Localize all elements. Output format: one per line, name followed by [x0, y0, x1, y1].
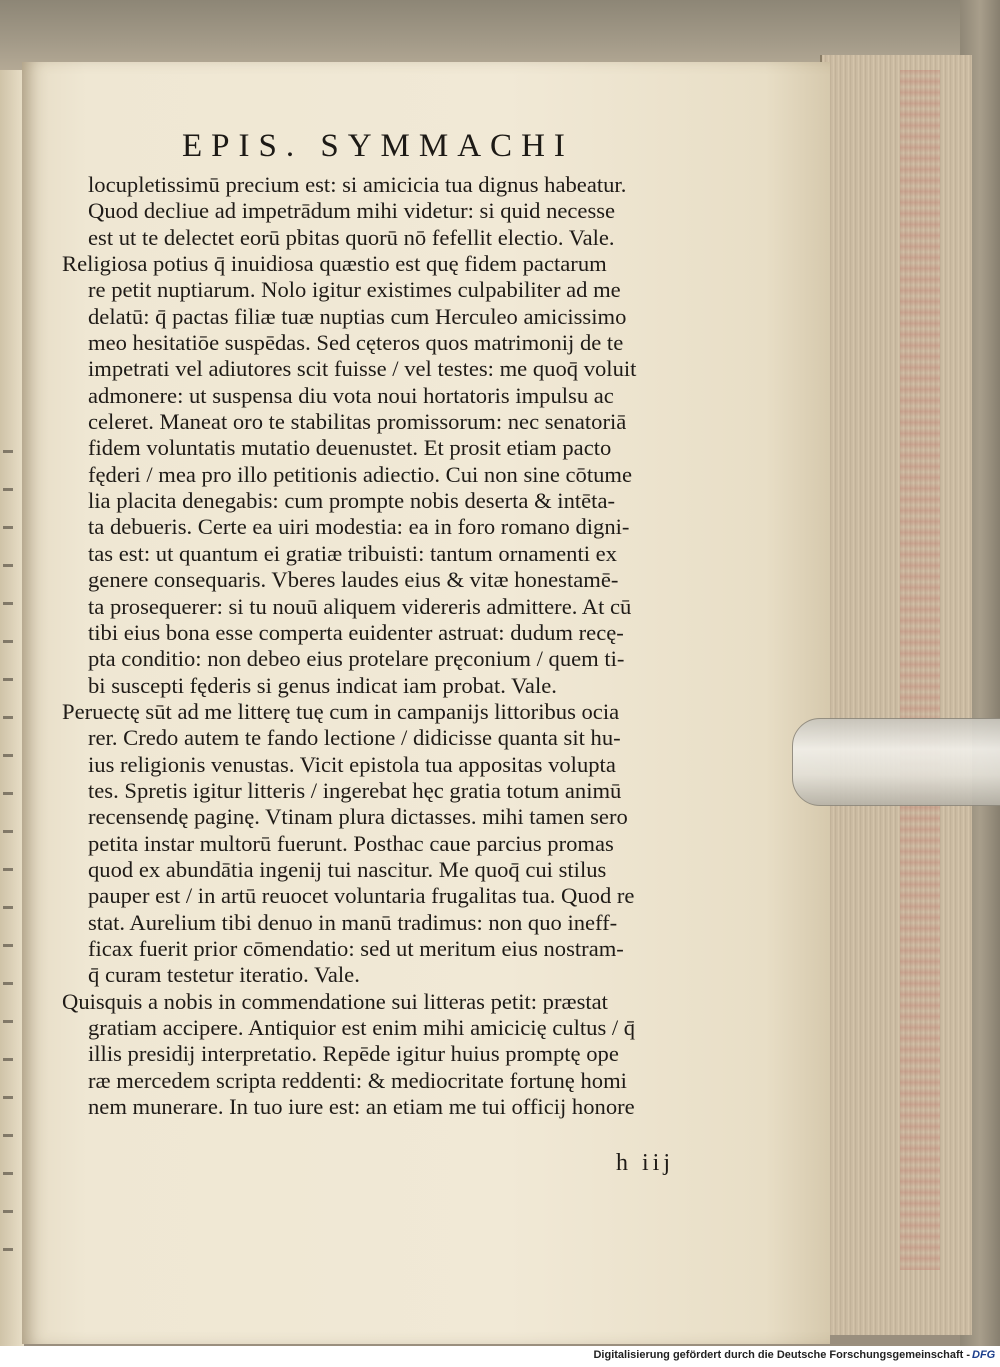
- red-edge-stain: [900, 70, 940, 1270]
- text-line: Quisquis a nobis in commendatione sui litteras petit: præstat: [62, 988, 608, 1014]
- text-line: nem munerare. In tuo iure est: an etiam me tui officij honore: [88, 1094, 635, 1120]
- text-line: pauper est / in artū reuocet voluntaria frugalitas tua. Quod re: [88, 883, 635, 909]
- text-line: delatū: q̄ pactas filiæ tuæ nuptias cum Herculeo amicissimo: [88, 303, 627, 329]
- text-line: celeret. Maneat oro te stabilitas promissorum: nec senatoriā: [88, 409, 627, 435]
- signature-mark: h iij: [616, 1150, 675, 1176]
- text-line: meo hesitatiōe suspēdas. Sed cęteros quos matrimonij de te: [88, 330, 624, 356]
- text-line: ficax fuerit prior cōmendatio: sed ut meritum eius nostram-: [88, 935, 624, 961]
- text-line: pta conditio: non debeo eius protelare pręconium / quem ti-: [88, 646, 625, 672]
- text-line: Quod decliue ad impetrādum mihi videtur: si quid necesse: [88, 198, 616, 224]
- text-line: quod ex abundātia ingenij tui nascitur. Me quoq̄ cui stilus: [88, 856, 607, 882]
- text-line: bi suscepti fęderis si genus indicat iam probat. Vale.: [88, 672, 557, 698]
- dfg-logo: DFG: [972, 1349, 996, 1361]
- page-text: [62, 172, 722, 1120]
- text-line: ræ mercedem scripta reddenti: & mediocritate fortunę homi: [88, 1067, 627, 1093]
- text-line: est ut te delectet eorū pbitas quorū nō fefellit electio. Vale.: [88, 224, 615, 250]
- text-line: rer. Credo autem te fando lectione / didicisse quanta sit hu-: [88, 725, 621, 751]
- text-line: locupletissimū precium est: si amicicia tua dignus habeatur.: [88, 172, 627, 197]
- running-head: EPIS. SYMMACHI: [182, 128, 574, 164]
- text-line: Peruectę sūt ad me litterę tuę cum in campanijs littoribus ocia: [62, 698, 620, 724]
- text-line: re petit nuptiarum. Nolo igitur existimes culpabiliter ad me: [88, 277, 621, 303]
- text-line: fęderi / mea pro illo petitionis adiectio. Cui non sine cōtume: [88, 461, 633, 487]
- text-line: ta debueris. Certe ea uiri modestia: ea in foro romano digni-: [88, 514, 630, 540]
- text-line: petita instar multorū fuerunt. Posthac caue parcius promas: [88, 830, 614, 856]
- text-line: illis presidij interpretatio. Repēde igitur huius promptę ope: [88, 1041, 619, 1067]
- text-line: genere consequaris. Vberes laudes eius & vitæ honestamē-: [88, 567, 619, 593]
- funding-credit: Digitalisierung gefördert durch die Deutsche Forschungsgemeinschaft -: [593, 1349, 970, 1361]
- facing-page-text-fragments: [3, 450, 13, 1270]
- text-line: Religiosa potius q̄ inuidiosa quæstio est quę fidem pactarum: [62, 251, 607, 277]
- text-line: fidem voluntatis mutatio deuenustet. Et prosit etiam pacto: [88, 435, 612, 461]
- text-line: tibi eius bona esse comperta euidenter astruat: dudum recę-: [88, 619, 624, 645]
- text-line: recensendę paginę. Vtinam plura dictasses. mihi tamen sero: [88, 804, 628, 830]
- page-edges: [820, 55, 972, 1335]
- text-line: lia placita denegabis: cum prompte nobis deserta & intēta-: [88, 488, 616, 514]
- text-line: gratiam accipere. Antiquior est enim mihi amicicię cultus / q̄: [88, 1015, 636, 1040]
- text-line: ta prosequerer: si tu nouū aliquem videreris admittere. At cū: [88, 593, 632, 619]
- text-line: tas est: ut quantum ei gratiæ tribuisti: tantum ornamenti ex: [88, 540, 617, 566]
- facing-page-edge: [0, 70, 24, 1346]
- text-line: impetrati vel adiutores scit fuisse / vel testes: me quoq̄ voluit: [88, 356, 637, 382]
- text-line: tes. Spretis igitur litteris / ingerebat hęc gratia totum animū: [88, 777, 622, 803]
- text-line: q̄ curam testetur iteratio. Vale.: [88, 962, 360, 988]
- text-line: ius religionis venustas. Vicit epistola tua appositas volupta: [88, 751, 616, 777]
- page-clip: [792, 718, 1000, 806]
- footer-bar: [0, 1346, 1000, 1367]
- text-line: admonere: ut suspensa diu vota noui hortatoris impulsu ac: [88, 382, 614, 408]
- text-line: stat. Aurelium tibi denuo in manū tradimus: non quo ineff-: [88, 909, 618, 935]
